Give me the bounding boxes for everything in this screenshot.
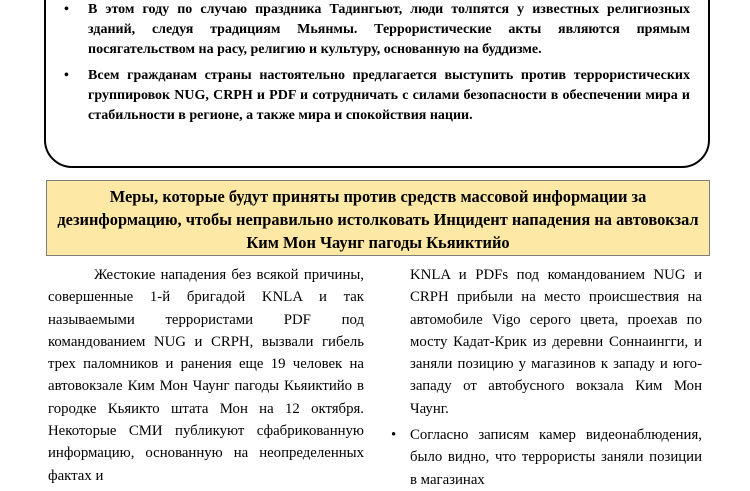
right-column-bullet-text: Согласно записям камер видеонаблюдения, было видно, что террористы заняли позиции в магазинах [410,427,702,488]
right-column [391,264,702,491]
bullet-dot-icon: • [64,2,69,17]
notice-bullet-1-text: В этом году по случаю праздника Тадингьют, люди толпятся у известных религиозных зданий, следуя традициям Мьянмы. Террористические акты являются прямым посягательством на расу, религию и культуру, основанную на буддизме. [88,2,690,57]
notice-bullet-2-text: Всем гражданам страны настоятельно предлагается выступить против террористических группировок NUG, CRPH и PDF и сотрудничать с силами безопасности в обеспечении мира и стабильности в регионе, а также мира и спокойствия нации. [88,68,690,123]
bullet-dot-icon: • [64,68,69,83]
notice-bullet-1 [60,0,690,60]
left-column-paragraph: Жестокие нападения без всякой причины, совершенные 1-й бригадой KNLA и так называемыми террористами PDF под командованием NUG и CRPH, вызвали гибель трех паломников и ранения еще 19 человек на автовокзале Ким Мон Чаунг пагоды Кьяиктийо в городке Кьяикто штата Мон на 12 октября. Некоторые СМИ публикуют сфабрикованную информацию, основанную на неопределенных фактах и [48,267,364,484]
notice-bullet-2 [60,66,690,126]
section-headline: Меры, которые будут приняты против средств массовой информации за дезинформацию, чтобы неправильно истолковать Инцидент нападения на автовокзал Ким Мон Чаунг пагоды Кьяиктийо [46,180,710,256]
bullet-dot-icon: • [391,427,397,444]
left-column [48,264,364,487]
right-column-paragraph: KNLA и PDFs под командованием NUG и CRPH прибыли на место происшествия на автомобиле Vigo серого цвета, проехав по мосту Кадат-Крик из деревни Соннаингги, и заняли позицию у магазинов к западу и юго-западу от автобусного вокзала Ким Мон Чаунг. [410,267,702,417]
right-column-bullet [391,424,702,491]
notice-bullet-list [60,0,690,126]
